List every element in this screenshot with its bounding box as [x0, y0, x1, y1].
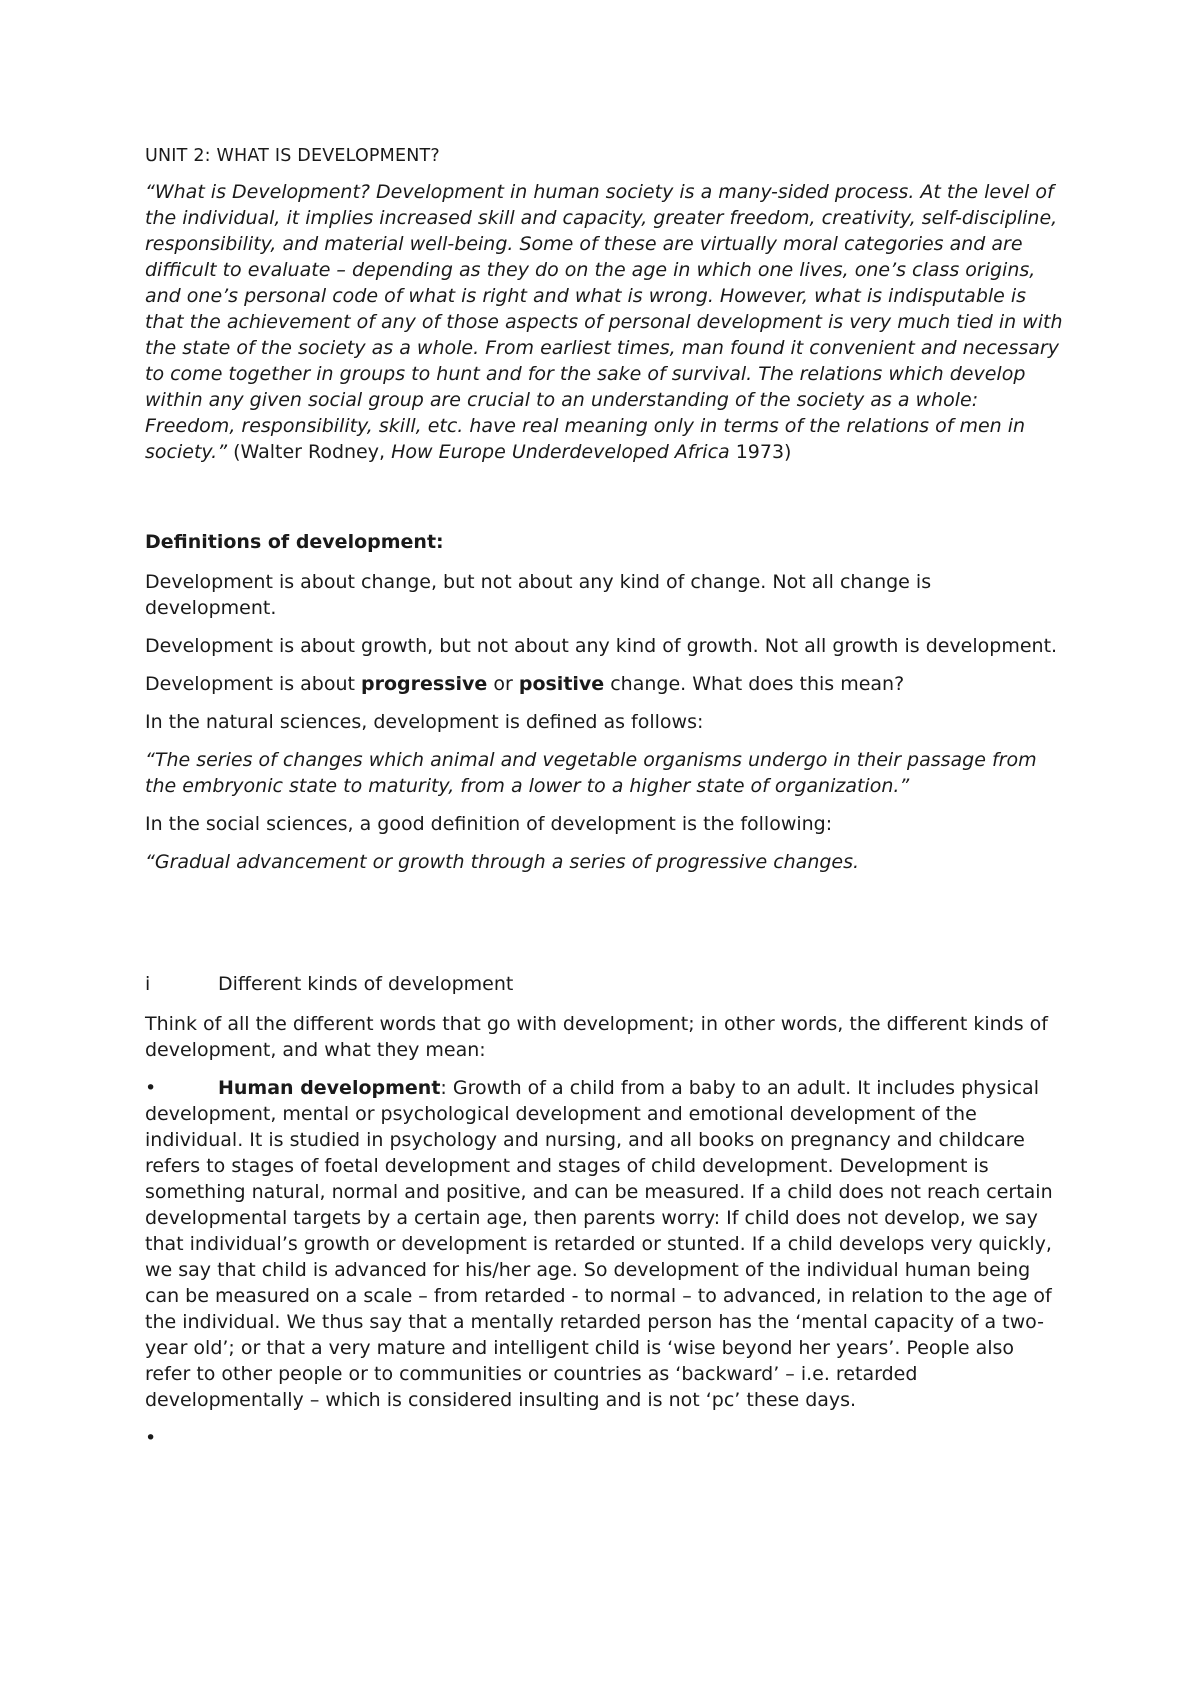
list-item-text: : Growth of a child from a baby to an adult. It includes physical development, mental or psychological development and emotional development of the individual. It is studied in psychology and nursing, and all books on pregnancy and childcare refers to stages of foetal development and stages of child development. Development is something natural, normal and positive, and can be measured. If a child does not reach certain developmental targets by a certain age, then parents worry: If child does not develop, we say that individual’s growth or development is retarded or stunted. If a child develops very quickly, we say that child is advanced for his/her age. So development of the individual human being can be measured on a scale – from retarded - to normal – to advanced, in relation to the age of the individual. We thus say that a mentally retarded person has the ‘mental capacity of a two-year old’; or that a very mature and intelligent child is ‘wise beyond her years’. People also refer to other people or to communities or countries as ‘backward’ – i.e. retarded developmentally – which is considered insulting and is not ‘pc’ these days. [145, 1077, 1053, 1411]
section-intro-paragraph: Think of all the different words that go with development; in other words, the different kinds of development, and what they mean: [145, 1013, 1048, 1061]
section-heading [145, 971, 1065, 997]
definition-growth-paragraph: Development is about growth, but not about any kind of growth. Not all growth is development. [145, 635, 1058, 657]
definitions-heading: Definitions of development: [145, 531, 444, 553]
para3-bold-positive: positive [518, 673, 605, 695]
definition-change-paragraph: Development is about change, but not about any kind of change. Not all change is development. [145, 571, 932, 619]
social-sciences-quote: “Gradual advancement or growth through a series of progressive changes. [145, 851, 860, 873]
section-number: i [145, 973, 151, 995]
list-item-term: Human development [218, 1077, 441, 1099]
social-sciences-paragraph: In the social sciences, a good definition of development is the following: [145, 813, 833, 835]
bullet-icon: • [145, 1077, 157, 1099]
section-title: Different kinds of development [218, 973, 514, 995]
document-page [145, 143, 1065, 1451]
quote-attribution-suffix: 1973) [729, 441, 792, 463]
para3-bold-progressive: progressive [361, 673, 488, 695]
list-item-human-development [145, 1075, 1065, 1413]
quote-attribution-prefix: (Walter Rodney, [227, 441, 392, 463]
quote-book-title: How Europe Underdeveloped Africa [391, 441, 730, 463]
rodney-quote [145, 179, 1065, 465]
para3-middle: or [487, 673, 519, 695]
natural-sciences-paragraph: In the natural sciences, development is defined as follows: [145, 711, 704, 733]
definition-progressive-paragraph [145, 671, 1065, 697]
para3-after: change. What does this mean? [604, 673, 905, 695]
rodney-quote-text: “What is Development? Development in human society is a many-sided process. At the level of the individual, it implies increased skill and capacity, greater freedom, creativity, self-discipline, responsibility, and material well-being. Some of these are virtually moral categories and are difficult to evaluate – depending as they do on the age in which one lives, one’s class origins, and one’s personal code of what is right and what is wrong. However, what is indisputable is that the achievement of any of those aspects of personal development is very much tied in with the state of the society as a whole. From earliest times, man found it convenient and necessary to come together in groups to hunt and for the sake of survival. The relations which develop within any given social group are crucial to an understanding of the society as a whole: Freedom, responsibility, skill, etc. have real meaning only in terms of the relations of men in society.” [145, 181, 1063, 463]
para3-before: Development is about [145, 673, 362, 695]
natural-sciences-quote: “The series of changes which animal and vegetable organisms undergo in their passage from the embryonic state to maturity, from a lower to a higher state of organization.” [145, 749, 1037, 797]
list-item-empty [145, 1425, 1065, 1451]
page-title: UNIT 2: WHAT IS DEVELOPMENT? [145, 146, 440, 166]
bullet-icon: • [145, 1427, 157, 1449]
